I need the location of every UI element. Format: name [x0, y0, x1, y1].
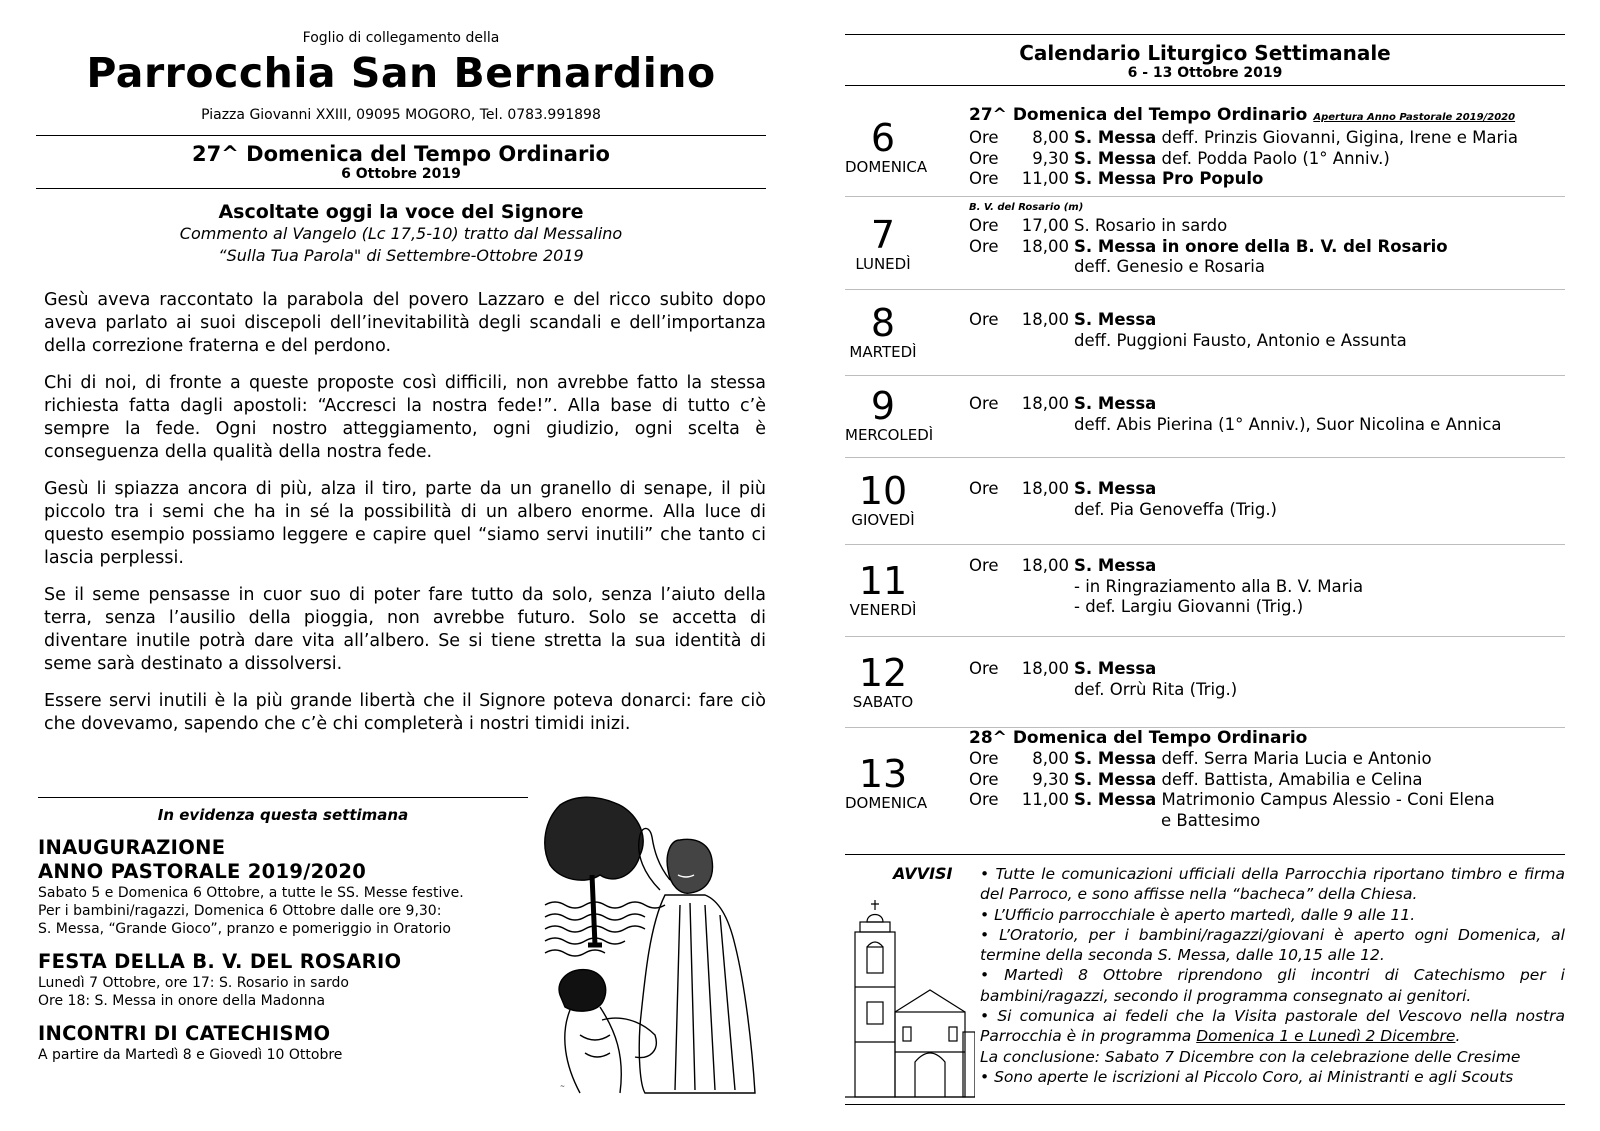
day-number: 8 — [870, 301, 896, 345]
header-subtitle: Foglio di collegamento della — [302, 30, 500, 46]
day-entries — [969, 105, 1565, 190]
mass-intention: Matrimonio Campus Alessio - Coni Elena — [1161, 790, 1495, 809]
divider — [845, 34, 1565, 35]
mass-time: 11,00 — [1021, 790, 1069, 809]
day-name: MARTEDÌ — [849, 343, 917, 361]
highlight-heading: FESTA DELLA B. V. DEL ROSARIO — [38, 950, 402, 973]
day-name: GIOVEDÌ — [851, 511, 915, 529]
day-entries — [969, 556, 1565, 618]
feast-title: 28^ Domenica del Tempo Ordinario — [969, 728, 1308, 748]
day-name: LUNEDÌ — [855, 255, 911, 273]
mass-entry — [969, 149, 1565, 170]
mass-entry — [969, 577, 1565, 598]
feast-note: Apertura Anno Pastorale 2019/2020 — [1313, 112, 1516, 123]
day-number: 10 — [858, 469, 908, 513]
day-entries — [969, 479, 1565, 520]
notice-item: • L’Ufficio parrocchiale è aperto martedì, dalle 9 alle 11. — [980, 905, 1565, 925]
day-label — [845, 303, 921, 361]
ore-label: Ore — [969, 790, 999, 809]
mass-intention: deff. Puggioni Fausto, Antonio e Assunta — [1074, 330, 1407, 350]
sunday-title: 27^ Domenica del Tempo Ordinario — [192, 142, 610, 167]
mass-intention: deff. Genesio e Rosaria — [1074, 257, 1265, 276]
mass-time: 18,00 — [1021, 394, 1069, 413]
ore-label: Ore — [969, 479, 999, 498]
notice-item: • Sono aperte le iscrizioni al Piccolo Coro, ai Ministranti e agli Scouts — [980, 1067, 1565, 1087]
highlights-title: In evidenza questa settimana — [157, 806, 409, 824]
left-column — [36, 30, 766, 750]
mass-label: S. Messa — [1074, 394, 1157, 413]
highlight-text: Lunedì 7 Ottobre, ore 17: S. Rosario in sardo — [38, 975, 350, 991]
mass-intention: deff. Serra Maria Lucia e Antonio — [1161, 749, 1432, 768]
highlight-text: Sabato 5 e Domenica 6 Ottobre, a tutte le SS. Messe festive. — [38, 885, 464, 901]
mass-time: 9,30 — [1032, 148, 1069, 168]
calendar-day — [845, 458, 1565, 545]
highlights-section — [38, 797, 528, 1064]
mass-entry — [969, 680, 1565, 701]
mass-entry — [969, 394, 1565, 415]
day-name: VENERDÌ — [849, 601, 917, 619]
mass-intention: - def. Largiu Giovanni (Trig.) — [1074, 597, 1304, 616]
feast-title — [969, 105, 1565, 128]
highlight-heading: INAUGURAZIONE — [38, 836, 226, 859]
paragraph: Se il seme pensasse in cuor suo di poter fare tutto da solo, senza l’aiuto della terra, senza l’ausilio della pioggia, non avrebbe futuro. Solo se accetta di diventare inutile potrà dare vita all’albero. Se si tiene stretta la sua identità di seme sarà destinato a dissolversi. — [44, 585, 766, 675]
parish-address: Piazza Giovanni XXIII, 09095 MOGORO, Tel. 0783.991898 — [201, 107, 601, 124]
mass-entry — [969, 216, 1565, 237]
paragraph: Gesù li spiazza ancora di più, alza il tiro, parte da un granello di senape, il più piccolo tra i semi che ha in sé la possibilità di un albero enorme. Alla luce di questo esempio possiamo leggere e capire quel “siamo servi inutili” che tanto ci lascia perplessi. — [44, 479, 766, 569]
divider — [38, 797, 528, 798]
mass-label: S. Messa — [1074, 556, 1157, 575]
day-label — [845, 215, 921, 273]
day-number: 6 — [870, 116, 896, 160]
paragraph: Gesù aveva raccontato la parabola del povero Lazzaro e del ricco subito dopo aveva parlato ai suoi discepoli dell’inevitabilità degli scandali e dell’importanza della correzione fraterna e del perdono. — [44, 290, 766, 357]
notices-section — [845, 850, 1565, 1105]
ore-label: Ore — [969, 236, 999, 256]
day-number: 13 — [858, 752, 908, 796]
notice-item — [980, 1006, 1565, 1047]
mass-time: 8,00 — [1032, 749, 1069, 768]
day-number: 7 — [870, 213, 896, 257]
parish-title: Parrocchia San Bernardino — [86, 49, 716, 97]
mass-intention: deff. Battista, Amabilia e Celina — [1161, 769, 1423, 789]
mass-entry — [969, 556, 1565, 577]
mass-intention: S. Messa in onore della B. V. del Rosario — [1074, 236, 1448, 256]
mass-entry — [969, 749, 1565, 770]
paragraph: Chi di noi, di fronte a queste proposte così difficili, non avrebbe fatto la stessa richiesta fatta dagli apostoli: “Accresci la nostra fede!”. Alla base di tutto c’è sempre la fede. Ogni nostro atteggiamento, ogni giudizio, ogni scelta è conseguenza della qualità della nostra fede. — [44, 373, 766, 463]
day-name: DOMENICA — [845, 794, 928, 812]
ore-label: Ore — [969, 749, 999, 768]
day-entries — [969, 200, 1565, 278]
mass-entry — [969, 415, 1565, 436]
mass-intention: def. Podda Paolo (1° Anniv.) — [1161, 148, 1390, 168]
mass-entry — [969, 597, 1565, 618]
commentary-source: Commento al Vangelo (Lc 17,5-10) tratto dal Messalino — [179, 224, 623, 244]
ore-label: Ore — [969, 310, 999, 329]
notice-text: Si comunica ai fedeli che la Visita pastorale del Vescovo nella nostra Parrocchia è in programma — [980, 1007, 1565, 1046]
notice-item: La conclusione: Sabato 7 Dicembre con la celebrazione delle Cresime — [980, 1047, 1521, 1066]
ore-label: Ore — [969, 128, 999, 147]
notices-label: AVVISI — [893, 864, 953, 883]
mass-entry — [969, 310, 1565, 331]
mass-time: 8,00 — [1032, 128, 1069, 147]
illustration-signature: ~ — [560, 1083, 566, 1090]
calendar-day — [845, 86, 1565, 197]
divider — [845, 1104, 1565, 1105]
calendar-title: Calendario Liturgico Settimanale — [1019, 41, 1391, 65]
day-label — [845, 471, 921, 529]
ore-label: Ore — [969, 216, 999, 235]
paragraph: Essere servi inutili è la più grande libertà che il Signore poteva donarci: fare ciò che dovevamo, sapendo che c’è chi completerà i nostri timidi inizi. — [44, 691, 766, 735]
mass-time: 9,30 — [1032, 769, 1069, 789]
mass-entry — [969, 479, 1565, 500]
day-label — [845, 384, 934, 444]
day-entries — [969, 394, 1565, 435]
mass-intention: deff. Abis Pierina (1° Anniv.), Suor Nicolina e Annica — [1074, 414, 1502, 434]
notice-item: • Martedì 8 Ottobre riprendono gli incontri di Catechismo per i bambini/ragazzi, secondo il programma consegnato ai genitori. — [980, 965, 1565, 1006]
highlight-heading: ANNO PASTORALE 2019/2020 — [38, 860, 367, 883]
mass-intention: S. Messa Pro Populo — [1074, 169, 1264, 188]
divider — [36, 188, 766, 189]
calendar-day — [845, 545, 1565, 637]
day-number: 12 — [858, 651, 908, 695]
mass-time: 18,00 — [1021, 310, 1069, 329]
mass-time: 11,00 — [1021, 169, 1069, 188]
day-name: SABATO — [852, 693, 914, 711]
mass-label: S. Messa — [1074, 769, 1157, 789]
calendar-day — [845, 728, 1565, 855]
mass-intention: def. Orrù Rita (Trig.) — [1074, 679, 1238, 699]
ore-label: Ore — [969, 148, 999, 168]
mass-entry — [969, 659, 1565, 680]
mass-intention: S. Rosario in sardo — [1074, 216, 1228, 235]
commentary-title: Ascoltate oggi la voce del Signore — [218, 201, 584, 224]
ore-label: Ore — [969, 394, 999, 413]
mass-intention: e Battesimo — [1161, 810, 1261, 830]
mass-entry — [969, 811, 1565, 832]
mass-label: S. Messa — [1074, 310, 1157, 329]
day-name: MERCOLEDÌ — [845, 426, 934, 444]
highlight-text: Per i bambini/ragazzi, Domenica 6 Ottobre dalle ore 9,30: — [38, 903, 442, 919]
day-label — [845, 752, 928, 812]
day-label — [845, 653, 921, 711]
church-icon — [845, 892, 975, 1102]
ore-label: Ore — [969, 659, 999, 678]
day-number: 9 — [870, 384, 896, 428]
highlight-heading: INCONTRI DI CATECHISMO — [38, 1022, 331, 1045]
mass-time: 18,00 — [1021, 236, 1069, 256]
highlight-inauguration — [38, 836, 528, 938]
day-name: DOMENICA — [845, 158, 928, 176]
calendar-day — [845, 637, 1565, 728]
gospel-commentary — [36, 289, 766, 736]
mass-label: S. Messa — [1074, 749, 1157, 768]
day-entries — [969, 659, 1565, 700]
highlight-text: S. Messa, “Grande Gioco”, pranzo e pomeriggio in Oratorio — [38, 921, 451, 937]
mass-entry — [969, 331, 1565, 352]
mass-entry — [969, 790, 1565, 811]
highlight-text: Ore 18: S. Messa in onore della Madonna — [38, 993, 326, 1009]
notice-item: • L’Oratorio, per i bambini/ragazzi/giovani è aperto ogni Domenica, al termine della seconda S. Messa, dalle 10,15 alle 12. — [980, 925, 1565, 966]
notice-text: . — [1455, 1027, 1461, 1046]
mass-time: 18,00 — [1021, 659, 1069, 678]
day-number: 11 — [858, 559, 908, 603]
mass-intention: deff. Prinzis Giovanni, Gigina, Irene e Maria — [1161, 128, 1518, 147]
liturgical-calendar — [845, 34, 1565, 855]
mass-label: S. Messa — [1074, 479, 1157, 498]
sunday-date: 6 Ottobre 2019 — [341, 166, 461, 183]
notices-list — [980, 864, 1565, 1087]
highlight-text: A partire da Martedì 8 e Giovedì 10 Ottobre — [38, 1047, 343, 1063]
mass-intention: def. Pia Genoveffa (Trig.) — [1074, 499, 1277, 519]
mass-time: 18,00 — [1021, 479, 1069, 498]
day-label — [845, 561, 921, 619]
ore-label: Ore — [969, 769, 999, 789]
jesus-illustration — [540, 795, 760, 1095]
mass-label: S. Messa — [1074, 128, 1157, 147]
mass-time: 17,00 — [1021, 216, 1069, 235]
commentary-source-2: “Sulla Tua Parola" di Settembre-Ottobre 2019 — [218, 246, 584, 266]
highlight-rosary — [38, 950, 528, 1010]
mass-entry — [969, 237, 1565, 258]
mass-entry — [969, 500, 1565, 521]
mass-label: S. Messa — [1074, 659, 1157, 678]
day-entries — [969, 728, 1565, 831]
feast-name: 27^ Domenica del Tempo Ordinario — [969, 105, 1308, 125]
mass-entry — [969, 128, 1565, 149]
day-label — [845, 116, 928, 176]
highlight-catechism — [38, 1022, 528, 1064]
mass-label: S. Messa — [1074, 148, 1157, 168]
mass-intention: - in Ringraziamento alla B. V. Maria — [1074, 576, 1364, 596]
calendar-dates: 6 - 13 Ottobre 2019 — [1127, 65, 1283, 81]
divider — [36, 135, 766, 136]
mass-label: S. Messa — [1074, 790, 1157, 809]
mass-entry — [969, 257, 1565, 278]
ore-label: Ore — [969, 169, 999, 188]
notice-dates: Domenica 1 e Lunedì 2 Dicembre — [1196, 1027, 1456, 1046]
calendar-day — [845, 197, 1565, 290]
mass-entry — [969, 770, 1565, 791]
mass-entry — [969, 169, 1565, 190]
day-entries — [969, 310, 1565, 351]
saint-of-day: B. V. del Rosario (m) — [969, 202, 1084, 213]
calendar-day — [845, 376, 1565, 458]
ore-label: Ore — [969, 556, 999, 575]
mass-time: 18,00 — [1021, 556, 1069, 575]
calendar-day — [845, 290, 1565, 376]
notice-item: • Tutte le comunicazioni ufficiali della Parrocchia riportano timbro e firma del Parroco, e sono affisse nella “bacheca” della Chiesa. — [980, 864, 1565, 905]
